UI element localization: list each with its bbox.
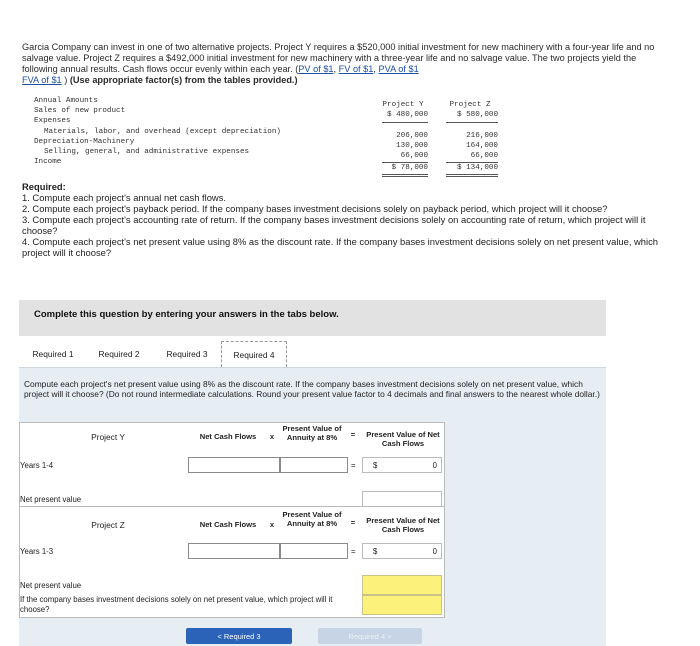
col-pv-net-cash-flows: Present Value of Net Cash Flows: [366, 430, 440, 448]
cell-y: 206,000: [396, 132, 428, 140]
tab-required-3[interactable]: Required 3: [166, 349, 208, 359]
intro-bold-note: (Use appropriate factor(s) from the tables provided.): [69, 75, 298, 85]
project-y-net-cash-flows-input[interactable]: [188, 457, 280, 473]
npv-choice-question: If the company bases investment decisions solely on net present value, which project will it choose?: [20, 595, 333, 614]
tab-bar: [19, 341, 319, 367]
divider: [446, 122, 498, 123]
required-item-4: 4. Compute each project's net present value using 8% as the discount rate. If the company bases investment decisions solely on net present value, which project will it choose?: [22, 236, 659, 258]
row-label: Depreciation-Machinery: [34, 138, 135, 146]
npv-choice-select[interactable]: [362, 595, 442, 615]
double-rule: [382, 174, 428, 177]
cell-y: 130,000: [396, 142, 428, 150]
project-y-npv-output: [362, 491, 442, 507]
project-z-title: Project Z: [91, 520, 125, 530]
annual-amounts-header: Annual Amounts: [34, 97, 98, 105]
problem-intro: Garcia Company can invest in one of two alternative projects. Project Y requires a $520,000 initial investment for new machinery with a four-year life and no salvage value. Project Z requires a $492,000 initial investment for new machinery with a three-year life and no salvage value. The two projects yield the following annual results. Cash flows occur evenly within each year. (PV of $1, FV of $1, PVA of $1 FVA of $1 ) (Use appropriate factor(s) from the tables provided.): [22, 42, 655, 85]
link-pv-of-1[interactable]: PV of $1: [298, 64, 334, 74]
instructions: Compute each project's net present value using 8% as the discount rate. If the company bases investment decisions solely on net present value, which project will it choose? (Do not round intermediate calculations. Round your present value factor to 4 decimals and final answers to the nearest whole dollar.): [24, 379, 600, 399]
complete-banner: [19, 300, 606, 336]
required-section: [22, 181, 662, 258]
project-z-npv-input[interactable]: [362, 575, 442, 595]
cell-y: 66,000: [400, 152, 428, 160]
row-label: Expenses: [34, 117, 71, 125]
project-y-npv-label: Net present value: [20, 495, 82, 504]
equals-sign: =: [350, 430, 356, 439]
project-z-table: [19, 506, 445, 618]
dollar-sign: $: [373, 547, 378, 556]
years-1-4-label: Years 1-4: [20, 461, 54, 470]
link-fv-of-1[interactable]: FV of $1: [338, 64, 374, 74]
cell-z: 66,000: [470, 152, 498, 160]
project-z-net-cash-flows-input[interactable]: [188, 543, 280, 559]
tab-required-1[interactable]: Required 1: [32, 349, 74, 359]
intro-text: Garcia Company can invest in one of two alternative projects. Project Y requires a $520,000 initial investment for new machinery with a four-year life and no salvage value. Project Z requires a $492,000 initial investment for new machinery with a three-year life and no salvage value. The two projects yield the following annual results. Cash flows occur evenly within each year.: [22, 42, 655, 74]
equals-sign: =: [351, 547, 356, 556]
cell-y: $ 78,000: [391, 164, 428, 172]
equals-sign: =: [350, 518, 356, 527]
cell-y: $ 480,000: [386, 111, 428, 119]
project-y-title: Project Y: [91, 432, 125, 442]
cell-z: 164,000: [466, 142, 498, 150]
prev-required-3-button[interactable]: < Required 3: [186, 628, 292, 644]
tab-required-2[interactable]: Required 2: [98, 349, 140, 359]
divider: [382, 122, 428, 123]
years-1-3-label: Years 1-3: [20, 547, 54, 556]
intro-paren-close: ): [64, 75, 68, 85]
col-net-cash-flows: Net Cash Flows: [199, 520, 257, 529]
project-y-pv-output: [362, 457, 442, 473]
project-z-npv-label: Net present value: [20, 581, 82, 590]
col-project-y: Project Y: [382, 101, 424, 109]
project-z-pv-factor-input[interactable]: [280, 543, 348, 559]
annual-results-table: [34, 96, 504, 176]
cell-z: $ 580,000: [456, 111, 498, 119]
col-pv-annuity-factor: Present Value of Annuity at 8%: [282, 424, 342, 442]
tab-required-4[interactable]: Required 4: [221, 341, 287, 367]
complete-banner-text: Complete this question by entering your answers in the tabs below.: [34, 309, 339, 320]
required-item-1: 1. Compute each project's annual net cash flows.: [22, 192, 226, 203]
dollar-sign: $: [373, 461, 378, 470]
col-project-z: Project Z: [449, 101, 491, 109]
equals-sign: =: [351, 461, 356, 470]
link-fva-of-1[interactable]: FVA of $1: [22, 75, 62, 85]
row-label: Sales of new product: [34, 107, 126, 115]
row-label: Materials, labor, and overhead (except depreciation): [44, 128, 281, 136]
pv-value: 0: [432, 547, 437, 556]
intro-paren-open: (: [295, 64, 299, 74]
cell-z: $ 134,000: [456, 164, 498, 172]
double-rule: [446, 174, 498, 177]
multiply-sign: x: [269, 432, 275, 441]
row-label: Selling, general, and administrative expenses: [44, 148, 250, 156]
next-required-4-button[interactable]: Required 4 >: [318, 628, 422, 644]
required-heading: Required:: [22, 181, 66, 192]
required-item-2: 2. Compute each project's payback period. If the company bases investment decisions solely on payback period, which project will it choose?: [22, 203, 608, 214]
col-pv-annuity-factor: Present Value of Annuity at 8%: [282, 510, 342, 528]
row-label: Income: [34, 158, 62, 166]
project-z-pv-output: [362, 543, 442, 559]
cell-z: 216,000: [466, 132, 498, 140]
required-item-3: 3. Compute each project's accounting rate of return. If the company bases investment decisions solely on accounting rate of return, which project will it choose?: [22, 214, 646, 236]
pv-value: 0: [432, 461, 437, 470]
col-pv-net-cash-flows: Present Value of Net Cash Flows: [366, 516, 440, 534]
col-net-cash-flows: Net Cash Flows: [199, 432, 257, 441]
multiply-sign: x: [269, 520, 275, 529]
project-y-pv-factor-input[interactable]: [280, 457, 348, 473]
link-pva-of-1[interactable]: PVA of $1: [378, 64, 419, 74]
